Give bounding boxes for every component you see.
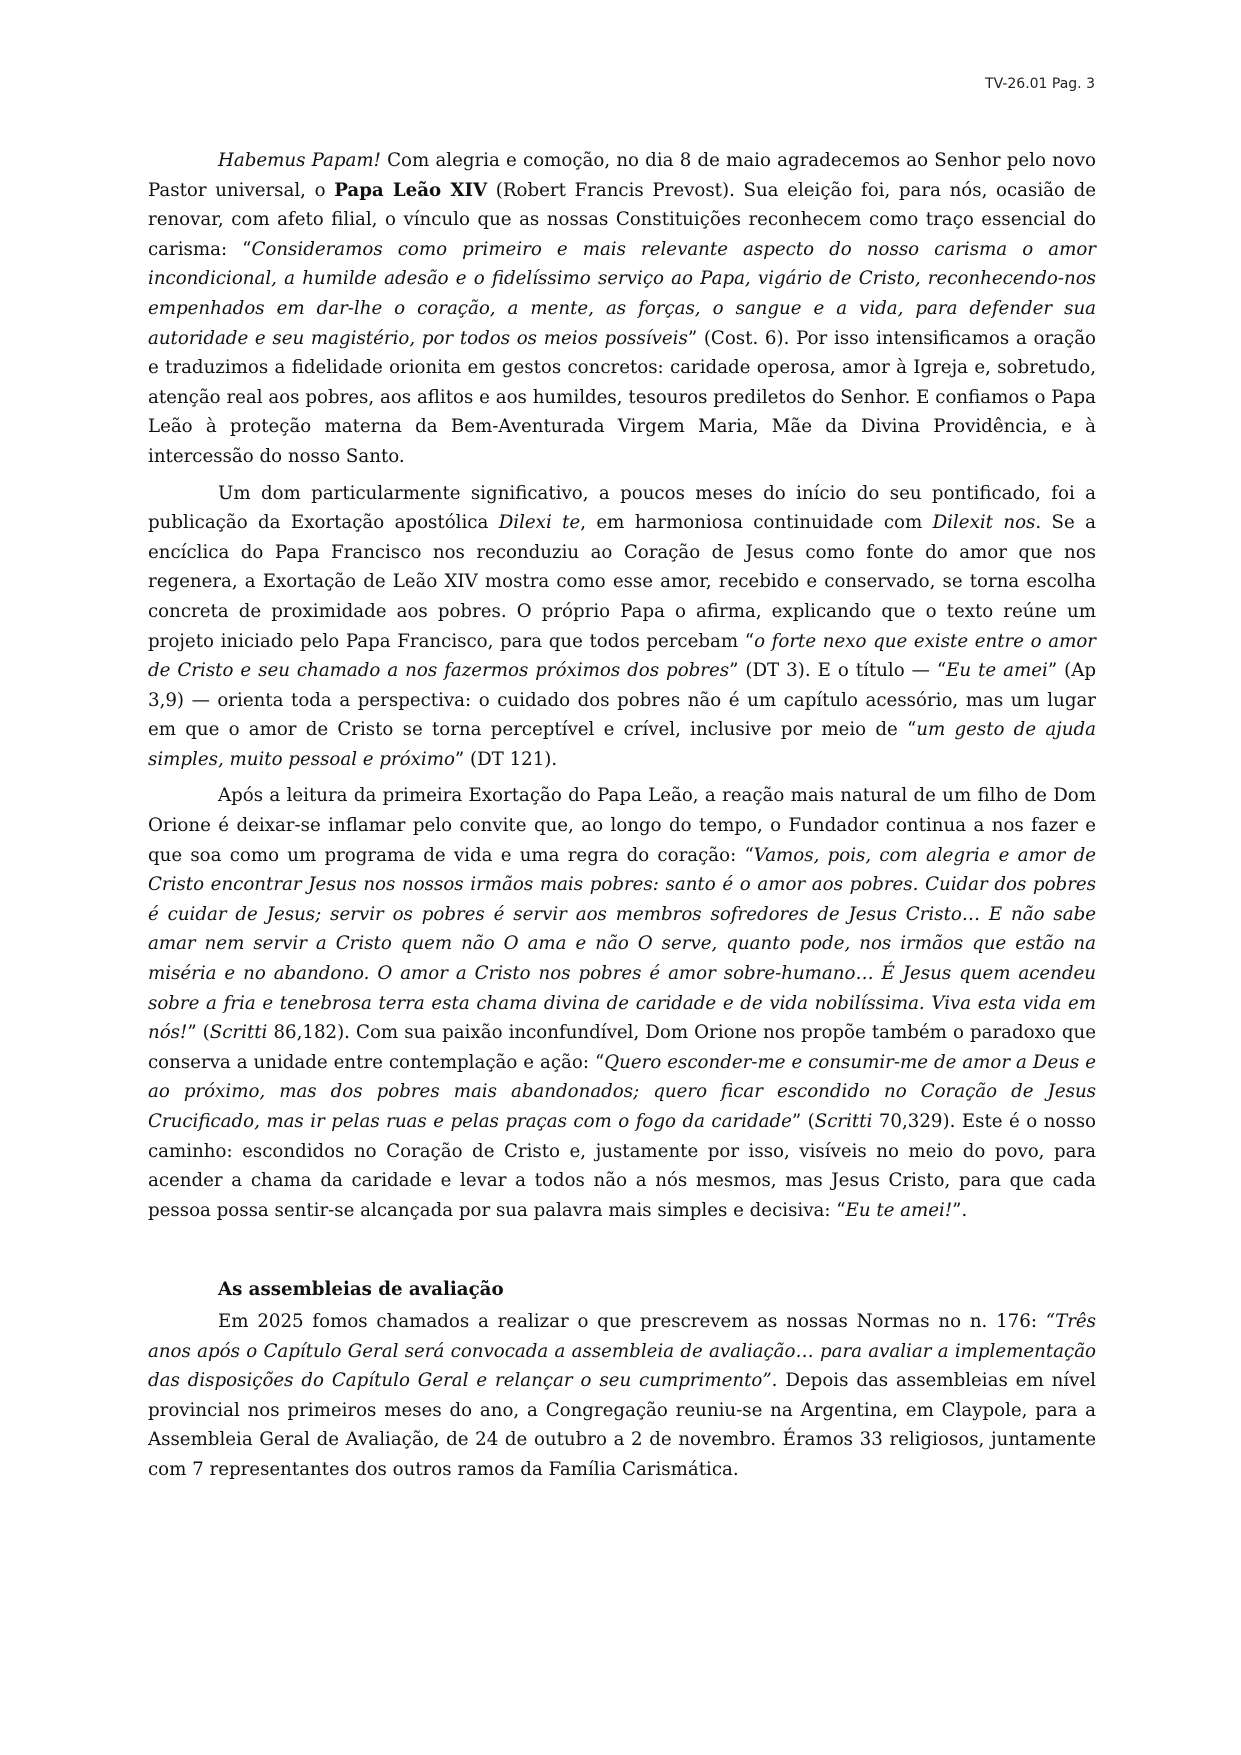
italic-text: Eu te amei! xyxy=(845,1199,953,1221)
text-run: 86,182). Com sua paixão inconfundível, Dom Orione nos propõe também o paradoxo que conserva a unidade entre contemplação e ação: “ xyxy=(148,1022,1096,1073)
page-header-reference: TV-26.01 Pag. 3 xyxy=(985,76,1095,92)
paragraph-dilexi-te xyxy=(148,479,1096,775)
text-run: 70,329). Este é o nosso caminho: escondidos no Coração de Cristo e, justamente por isso, visíveis no meio do povo, para acender a chama da caridade e levar a todos não a nós mesmos, mas Jesus Cristo, para que cada pessoa possa sentir-se alcançada por sua palavra mais simples e decisiva: “ xyxy=(148,1111,1096,1221)
italic-text: Quero esconder-me e consumir-me de amor a Deus e ao próximo, mas dos pobres mais abandonados; quero ficar escondido no Coração de Jesus Crucificado, mas ir pelas ruas e pelas praças com o fogo da caridade xyxy=(148,1051,1096,1132)
text-run: (Robert Francis Prevost). Sua eleição foi, para nós, ocasião de renovar, com afeto filial, o vínculo que as nossas Constituições reconhecem como traço essencial do carisma: “ xyxy=(148,179,1096,260)
document-body xyxy=(148,146,1096,1492)
italic-text: Dilexit nos xyxy=(932,512,1036,534)
paragraph-dom-orione xyxy=(148,781,1096,1225)
italic-text: Dilexi te xyxy=(498,512,581,534)
italic-text: Scritti xyxy=(209,1022,268,1044)
italic-text: o forte nexo que existe entre o amor de Cristo e seu chamado a nos fazermos próximos dos pobres xyxy=(148,630,1096,682)
italic-text: um gesto de ajuda simples, muito pessoal e próximo xyxy=(148,719,1096,770)
italic-text: Consideramos como primeiro e mais relevante aspecto do nosso carisma o amor incondicional, a humilde adesão e o fidelíssimo serviço ao Papa, vigário de Cristo, reconhecendo-nos empenhados em dar-lhe o coração, a mente, as forças, o sangue e a vida, para defender sua autoridade e seu magistério, por todos os meios possíveis xyxy=(148,238,1096,349)
section-heading: As assembleias de avaliação xyxy=(218,1279,504,1301)
italic-text: Vamos, pois, com alegria e amor de Cristo encontrar Jesus nos nossos irmãos mais pobres: santo é o amor aos pobres. Cuidar dos pobres é cuidar de Jesus; servir os pobres é servir aos membros sofredores de Jesus Cristo… E não sabe amar nem servir a Cristo quem não O ama e não O serve, quanto pode, nos irmãos que estão na miséria e no abandono. O amor a Cristo nos pobres é amor sobre-humano… É Jesus quem acendeu sobre a fria e tenebrosa terra esta chama divina de caridade e de vida nobilíssima. Viva esta vida em nós! xyxy=(148,844,1096,1044)
text-run: Em 2025 fomos chamados a realizar o que prescrevem as nossas Normas no n. 176: xyxy=(218,1310,1046,1332)
text-run: ” (Ap 3,9) — orienta toda a perspectiva: o cuidado dos pobres não é um capítulo acessório, mas um lugar em que o amor de Cristo se torna perceptível e crível, inclusive por meio de “ xyxy=(148,660,1096,741)
text-run: ” (Cost. 6). Por isso intensificamos a oração e traduzimos a fidelidade orionita em gestos concretos: caridade operosa, amor à Igreja e, sobretudo, atenção real aos pobres, aos aflitos e aos humildes, tesouros prediletos do Senhor. E confiamos o Papa Leão à proteção materna da Bem-Aventurada Virgem Maria, Mãe da Divina Providência, e à intercessão do nosso Santo. xyxy=(148,327,1096,467)
bold-text: Papa Leão XIV xyxy=(334,179,488,201)
text-run: . Depois das assembleias em nível provincial nos primeiros meses do ano, a Congregação reuniu-se na Argentina, em Claypole, para a Assembleia Geral de Avaliação, de 24 de outubro a 2 de novembro. Éramos 33 religiosos, juntamente com 7 representantes dos outros ramos da Família Carismática. xyxy=(148,1370,1096,1480)
text-run: ” (DT 3). E o título — “ xyxy=(729,660,947,682)
italic-text: Eu te amei xyxy=(946,660,1048,682)
italic-text: “Três anos após o Capítulo Geral será convocada a assembleia de avaliação… para avaliar a implementação das disposições do Capítulo Geral e relançar o seu cumprimento” xyxy=(148,1310,1096,1392)
italic-text: Scritti xyxy=(814,1111,873,1132)
text-run: ” (DT 121). xyxy=(454,748,558,770)
text-run: Após a leitura da primeira Exortação do Papa Leão, a reação mais natural de um filho de Dom Orione é deixar-se inflamar pelo convite que, ao longo do tempo, o Fundador continua a nos fazer e que soa como um programa de vida e uma regra do coração: “ xyxy=(148,785,1096,866)
text-run: ” ( xyxy=(791,1111,815,1132)
text-run: ”. xyxy=(952,1199,968,1221)
text-run: ” ( xyxy=(187,1022,210,1044)
paragraph-assembleias xyxy=(148,1307,1096,1485)
text-run: . Se a encíclica do Papa Francisco nos reconduziu ao Coração de Jesus como fonte do amor que nos regenera, a Exortação de Leão XIV mostra como esse amor, recebido e conservado, se torna escolha concreta de proximidade aos pobres. O próprio Papa o afirma, explicando que o texto reúne um projeto iniciado pelo Papa Francisco, para que todos percebam “ xyxy=(148,512,1096,652)
text-run: , em harmoniosa continuidade com xyxy=(580,512,933,534)
text-run: Um dom particularmente significativo, a poucos meses do início do seu pontificado, foi a publicação da Exortação apostólica xyxy=(148,482,1096,534)
text-run: Com alegria e comoção, no dia 8 de maio agradecemos ao Senhor pelo novo Pastor universal, o xyxy=(148,150,1096,201)
italic-text: Habemus Papam! xyxy=(218,150,381,171)
paragraph-habemus-papam xyxy=(148,146,1096,472)
